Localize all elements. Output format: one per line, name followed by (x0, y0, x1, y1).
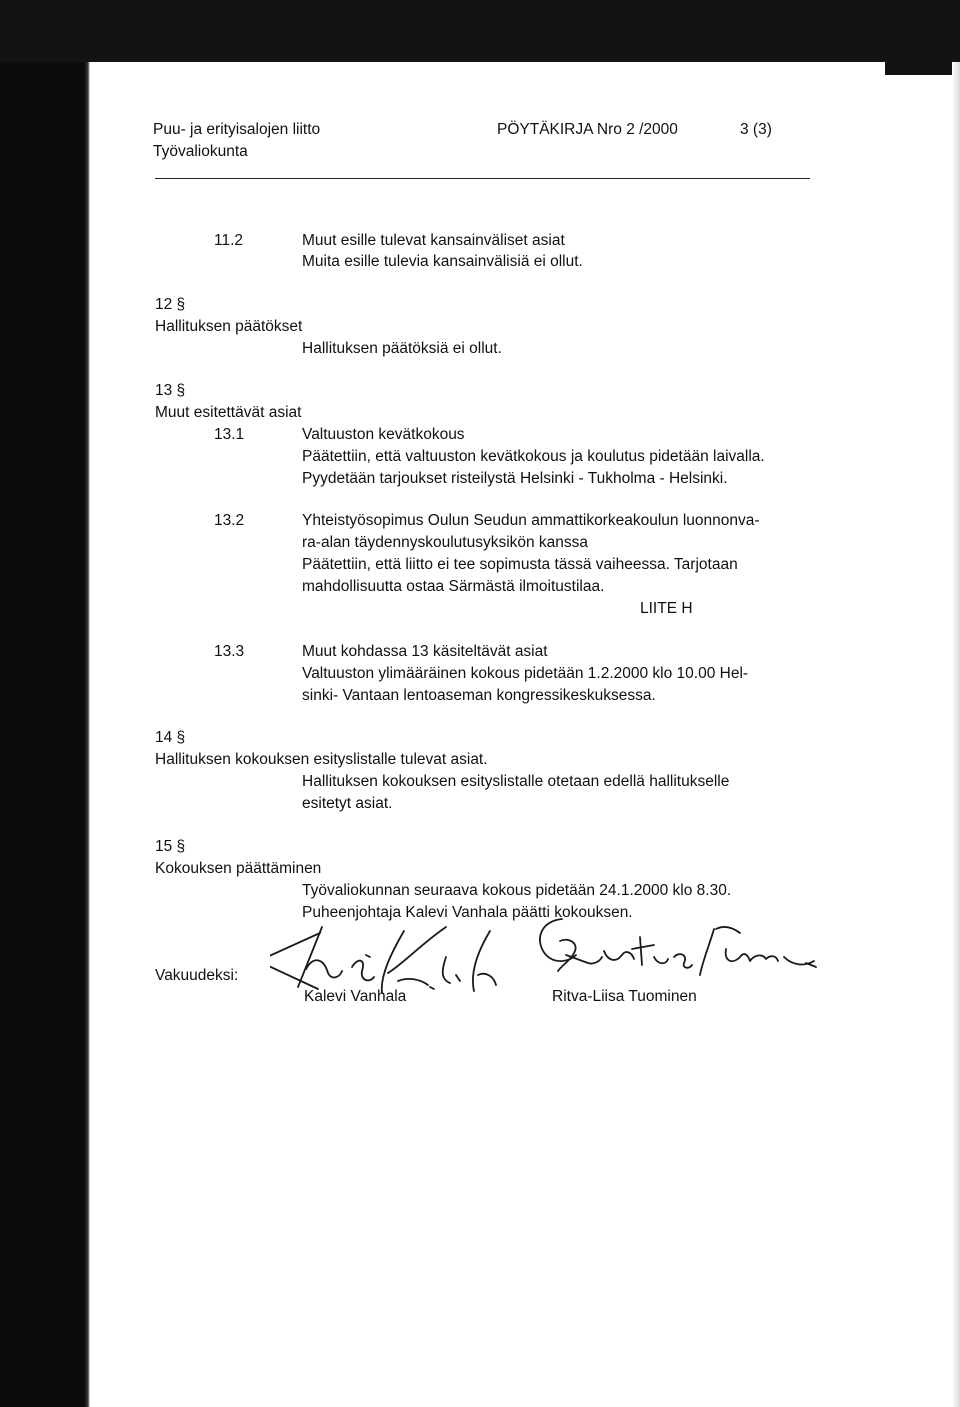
signature-1-stroke (352, 961, 374, 981)
section-15-number: 15 § (155, 838, 186, 855)
signature-label: Vakuudeksi: (155, 967, 239, 984)
header-organization: Puu- ja erityisalojen liitto (153, 121, 321, 138)
signature-2-stroke (604, 951, 634, 960)
signature-1-stroke (270, 933, 342, 989)
signature-2-stroke (674, 954, 692, 968)
section-11-2-heading: Muut esille tulevat kansainväliset asiat (302, 232, 565, 249)
signature-1-stroke (366, 955, 434, 989)
item-13-2-attachment: LIITE H (640, 600, 693, 617)
signature-2-stroke (558, 940, 602, 971)
section-15-line: Työvaliokunnan seuraava kokous pidetään 24.1.2000 klo 8.30. (302, 882, 732, 899)
signature-1-stroke (443, 957, 460, 983)
scan-border-top (0, 0, 960, 62)
section-12-number: 12 § (155, 296, 186, 313)
section-11-2-number: 11.2 (214, 232, 244, 249)
item-13-2-number: 13.2 (214, 512, 245, 529)
item-13-3-number: 13.3 (214, 643, 245, 660)
section-13-number: 13 § (155, 382, 186, 399)
item-13-2-line: ra-alan täydennyskoulutusyksikön kanssa (302, 534, 589, 551)
item-13-2-line: Yhteistyösopimus Oulun Seudun ammattikorkeakoulun luonnonva- (302, 512, 760, 529)
section-14-line: Hallituksen kokouksen esityslistalle otetaan edellä hallitukselle (302, 773, 730, 790)
section-14-number: 14 § (155, 729, 186, 746)
item-13-1-line: Valtuuston kevätkokous (302, 426, 465, 443)
scan-border-right (952, 62, 960, 1407)
item-13-3-line: sinki- Vantaan lentoaseman kongressikeskuksessa. (302, 687, 656, 704)
item-13-1-line: Päätettiin, että valtuuston kevätkokous ja koulutus pidetään laivalla. (302, 448, 765, 465)
header-committee: Työvaliokunta (153, 143, 248, 160)
signature-2-stroke (632, 937, 668, 965)
header-divider (155, 178, 810, 179)
signature-2-stroke (784, 957, 816, 967)
signer-2-name: Ritva-Liisa Tuominen (552, 988, 697, 1005)
section-15-line: Puheenjohtaja Kalevi Vanhala päätti kokouksen. (302, 904, 633, 921)
signature-2-stroke (700, 927, 740, 975)
section-11-2-text: Muita esille tulevia kansainvälisiä ei ollut. (302, 253, 583, 270)
section-15-heading: Kokouksen päättäminen (155, 860, 322, 877)
item-13-2-line: Päätettiin, että liitto ei tee sopimusta tässä vaiheessa. Tarjotaan (302, 556, 738, 573)
item-13-2-line: mahdollisuutta ostaa Särmästä ilmoitustilaa. (302, 578, 605, 595)
signature-2-stroke (726, 949, 778, 961)
header-page-number: 3 (3) (740, 121, 772, 138)
section-12-text: Hallituksen päätöksiä ei ollut. (302, 340, 502, 357)
section-12-heading: Hallituksen päätökset (155, 318, 303, 335)
section-14-heading: Hallituksen kokouksen esityslistalle tulevat asiat. (155, 751, 488, 768)
signature-1-stroke (473, 931, 496, 991)
signature-1-stroke (388, 927, 446, 973)
scan-border-left (0, 62, 90, 1407)
signer-1-name: Kalevi Vanhala (304, 988, 407, 1005)
handwritten-signatures (270, 915, 830, 1015)
scan-border-top-right (885, 55, 960, 75)
item-13-3-line: Muut kohdassa 13 käsiteltävät asiat (302, 643, 548, 660)
signature-1-stroke (398, 979, 428, 985)
signature-1-stroke (382, 931, 404, 993)
item-13-3-line: Valtuuston ylimääräinen kokous pidetään 1.2.2000 klo 10.00 Hel- (302, 665, 749, 682)
item-13-1-number: 13.1 (214, 426, 245, 443)
section-14-line: esitetyt asiat. (302, 795, 393, 812)
header-document-title: PÖYTÄKIRJA Nro 2 /2000 (497, 121, 678, 138)
signature-1-stroke (298, 927, 322, 987)
section-13-heading: Muut esitettävät asiat (155, 404, 302, 421)
item-13-1-line: Pyydetään tarjoukset risteilystä Helsinki - Tukholma - Helsinki. (302, 470, 728, 487)
